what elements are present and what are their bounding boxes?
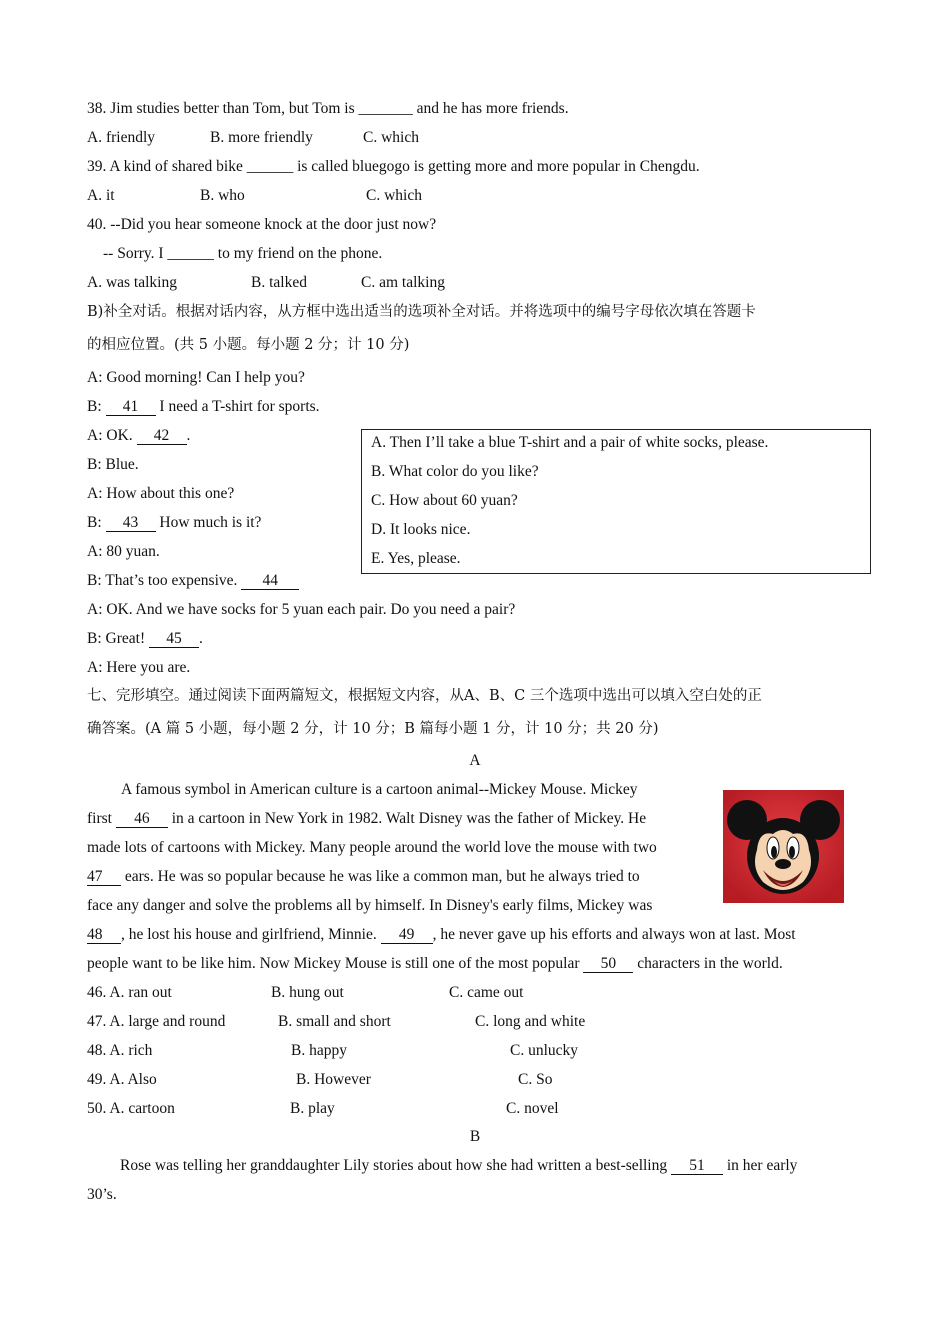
q50-option-a: 50. A. cartoon xyxy=(87,1100,175,1117)
section-b-instructions-line2: 的相应位置。(共 5 小题。每小题 2 分；计 10 分) xyxy=(87,337,410,353)
blank-45: 45 xyxy=(149,630,199,648)
q39-option-a: A. it xyxy=(87,187,115,204)
dialogue-line-3: A: OK. 42 . xyxy=(87,427,191,444)
passage-a-line2: first 46 in a cartoon in New York in 1982. Walt Disney was the father of Mickey. He xyxy=(87,810,647,827)
passage-a-line7: people want to be like him. Now Mickey Mouse is still one of the most popular 50 characters in the world. xyxy=(87,955,783,972)
dialogue-line-5: A: How about this one? xyxy=(87,485,235,502)
passage-b-line2: 30’s. xyxy=(87,1186,117,1203)
blank-43: 43 xyxy=(106,514,156,532)
q48-option-a: 48. A. rich xyxy=(87,1042,153,1059)
q48-option-b: B. happy xyxy=(291,1042,347,1059)
box-option-a: A. Then I’ll take a blue T-shirt and a pair of white socks, please. xyxy=(371,434,769,451)
q47-option-b: B. small and short xyxy=(278,1013,391,1030)
blank-49: 49 xyxy=(381,926,433,944)
blank-47: 47 xyxy=(87,868,121,886)
q48-option-c: C. unlucky xyxy=(510,1042,579,1059)
q47-option-a: 47. A. large and round xyxy=(87,1013,226,1030)
passage-b-line1: Rose was telling her granddaughter Lily stories about how she had written a best-selling 51 in her early xyxy=(120,1157,798,1174)
section-7-instructions-line2: 确答案。(A 篇 5 小题，每小题 2 分，计 10 分；B 篇每小题 1 分，计 10 分；共 20 分) xyxy=(87,721,659,737)
dialogue-line-4: B: Blue. xyxy=(87,456,139,473)
q40-option-a: A. was talking xyxy=(87,274,177,291)
dialogue-line-1: A: Good morning! Can I help you? xyxy=(87,369,305,386)
section-b-instructions-line1: B)补全对话。根据对话内容，从方框中选出适当的选项补全对话。并将选项中的编号字母依次填在答题卡 xyxy=(87,304,756,320)
q46-option-c: C. came out xyxy=(449,984,524,1001)
dialogue-line-7: A: 80 yuan. xyxy=(87,543,160,560)
passage-b-heading: B xyxy=(469,1128,481,1145)
blank-51: 51 xyxy=(671,1157,723,1175)
section-7-instructions-line1: 七、完形填空。通过阅读下面两篇短文，根据短文内容，从A、B、C 三个选项中选出可以填入空白处的正 xyxy=(87,688,762,704)
q39-option-c: C. which xyxy=(366,187,422,204)
dialogue-line-8: B: That’s too expensive. 44 xyxy=(87,571,299,591)
passage-a-line5: face any danger and solve the problems all by himself. In Disney's early films, Mickey was xyxy=(87,897,653,914)
blank-48: 48 xyxy=(87,926,121,944)
passage-a-line6: 48 , he lost his house and girlfriend, Minnie. 49 , he never gave up his efforts and always won at last. Most xyxy=(87,926,796,943)
question-40-stem: 40. --Did you hear someone knock at the door just now? xyxy=(87,216,437,233)
q40-option-c: C. am talking xyxy=(361,274,445,291)
question-38-stem: 38. Jim studies better than Tom, but Tom is _______ and he has more friends. xyxy=(87,100,569,117)
q49-option-a: 49. A. Also xyxy=(87,1071,157,1088)
q40-option-b: B. talked xyxy=(251,274,307,291)
q47-option-c: C. long and white xyxy=(475,1013,586,1030)
mickey-mouse-image xyxy=(723,790,844,903)
question-39-stem: 39. A kind of shared bike ______ is called bluegogo is getting more and more popular in Chengdu. xyxy=(87,158,700,175)
passage-a-line4: 47 ears. He was so popular because he was like a common man, but he always tried to xyxy=(87,868,640,885)
q38-option-c: C. which xyxy=(363,129,419,146)
q50-option-c: C. novel xyxy=(506,1100,559,1117)
q49-option-c: C. So xyxy=(518,1071,553,1088)
passage-a-line3: made lots of cartoons with Mickey. Many people around the world love the mouse with two xyxy=(87,839,657,856)
q50-option-b: B. play xyxy=(290,1100,335,1117)
q38-option-a: A. friendly xyxy=(87,129,156,146)
dialogue-line-10: B: Great! 45 . xyxy=(87,630,203,647)
blank-41: 41 xyxy=(106,398,156,416)
passage-a-line1: A famous symbol in American culture is a cartoon animal--Mickey Mouse. Mickey xyxy=(121,781,638,798)
blank-46: 46 xyxy=(116,810,168,828)
dialogue-line-11: A: Here you are. xyxy=(87,659,191,676)
dialogue-line-6: B: 43 How much is it? xyxy=(87,514,262,531)
dialogue-options-box xyxy=(361,429,871,574)
blank-42: 42 xyxy=(137,427,187,445)
question-40-reply: -- Sorry. I ______ to my friend on the phone. xyxy=(103,245,383,262)
blank-44: 44 xyxy=(241,572,299,590)
dialogue-line-9: A: OK. And we have socks for 5 yuan each pair. Do you need a pair? xyxy=(87,601,516,618)
box-option-b: B. What color do you like? xyxy=(371,463,539,480)
box-option-d: D. It looks nice. xyxy=(371,521,471,538)
q38-option-b: B. more friendly xyxy=(210,129,313,146)
q46-option-a: 46. A. ran out xyxy=(87,984,172,1001)
passage-a-heading: A xyxy=(469,752,481,769)
dialogue-line-2: B: 41 I need a T-shirt for sports. xyxy=(87,398,320,415)
q39-option-b: B. who xyxy=(200,187,245,204)
q49-option-b: B. However xyxy=(296,1071,371,1088)
box-option-e: E. Yes, please. xyxy=(371,550,461,567)
q46-option-b: B. hung out xyxy=(271,984,344,1001)
box-option-c: C. How about 60 yuan? xyxy=(371,492,518,509)
blank-50: 50 xyxy=(583,955,633,973)
